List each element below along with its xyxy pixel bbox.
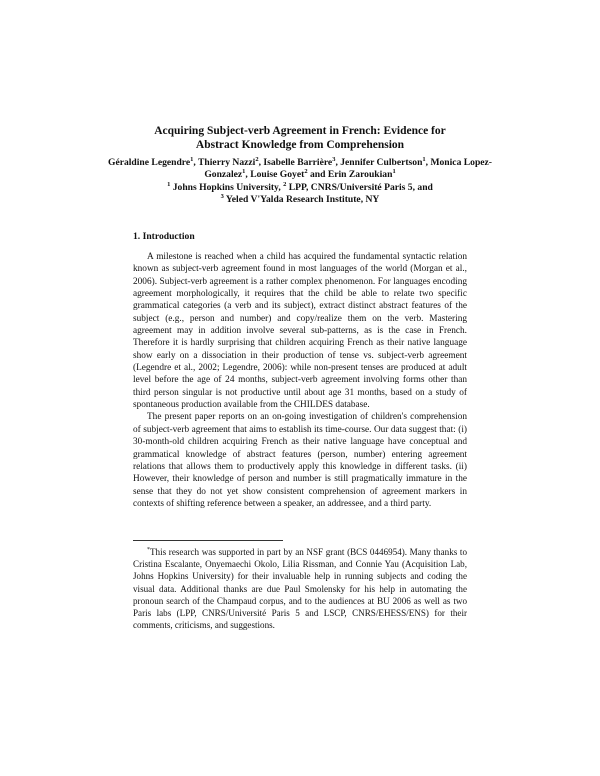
- author-name: , Louise Goyet: [245, 169, 305, 181]
- affiliation-mark: 1: [242, 168, 246, 176]
- affiliation-mark: 2: [304, 168, 308, 176]
- affiliation-mark: 1: [392, 168, 396, 176]
- author-name: , Isabelle Barrière: [258, 157, 333, 168]
- affiliation-line-1: [100, 182, 500, 194]
- title-line-1: Acquiring Subject-verb Agreement in French: Evidence for: [154, 125, 446, 137]
- author-list: [100, 157, 500, 182]
- author-name: , Thierry Nazzi: [193, 157, 256, 168]
- affiliation-text: Johns Hopkins University,: [170, 181, 284, 193]
- affiliation-mark: 3: [220, 193, 224, 201]
- footnote-rule: [133, 540, 283, 541]
- affiliation-line-2: [100, 194, 500, 206]
- affiliation-mark: 2: [283, 180, 287, 188]
- affiliation-mark: 2: [255, 155, 259, 163]
- affiliation-mark: 1: [167, 180, 171, 188]
- author-name: Géraldine Legendre: [107, 157, 191, 168]
- body-text: [133, 251, 467, 510]
- footnote-text: This research was supported in part by an NSF grant (BCS 0446954). Many thanks to Cristina Escalante, Onyemaechi Okolo, Lilia Rissman, and Connie Yau (Acquisition Lab, Johns Hopkins University) for their invaluable help in running subjects and coding the visual data. Additional thanks are due Paul Smolensky for his help in automating the pronoun search of the Champaud corpus, and to the audiences at BU 2006 as well as two Paris labs (LPP, CNRS/Université Paris 5 and LSCP, CNRS/EHESS/ENS) for their comments, criticisms, and suggestions.: [133, 547, 467, 631]
- paragraph-1: A milestone is reached when a child has acquired the fundamental syntactic relation known as subject-verb agreement found in most languages of the world (Morgan et al., 2006). Subject-verb agreement is a rather complex phenomenon. For languages encoding agreement morphologically, it requires that the child be able to relate two specific grammatical categories (a verb and its subject), extract distinct abstract features of the subject (e.g., person and number) and copy/realize them on the verb. Mastering agreement may in addition involve several sub-patterns, as is the case in French. Therefore it is hardly surprising that children acquiring French as their native language show early on a dissociation in their production of tense vs. subject-verb agreement (Legendre et al., 2002; Legendre, 2006): while non-present tenses are produced at adult level before the age of 24 months, subject-verb agreement involving forms other than third person singular is not productive until about age 31 months, based on a study of spontaneous production available from the CHILDES database.: [133, 252, 467, 411]
- paragraph-2: The present paper reports on an on-going investigation of children's comprehension of subject-verb agreement that aims to establish its time-course. Our data suggest that: (i) 30-month-old children acquiring French as their native language have conceptual and grammatical knowledge of abstract features (person, number) entering agreement relations that allows them to productively apply this knowledge in different tasks. (ii) However, their knowledge of person and number is still pragmatically immature in the sense that they do not yet show consistent comprehension of agreement markers in contexts of shifting reference between a speaker, an addressee, and a third party.: [133, 412, 467, 509]
- footnote: [133, 546, 467, 631]
- author-name: , Jennifer Culbertson: [335, 157, 423, 168]
- title-line-2: Abstract Knowledge from Comprehension: [195, 139, 405, 151]
- affiliation-mark: 1: [190, 155, 194, 163]
- affiliation-text: Yeled V'Yalda Research Institute, NY: [223, 194, 380, 206]
- affiliation-mark: 3: [332, 155, 336, 163]
- author-name: and Erin Zaroukian: [307, 169, 393, 181]
- author-name: , Monica Lopez-Gonzalez: [204, 157, 493, 181]
- paper-title: [100, 124, 500, 152]
- affiliation-text: LPP, CNRS/Université Paris 5, and: [286, 181, 433, 193]
- section-heading: 1. Introduction: [133, 231, 195, 242]
- author-block: [100, 157, 500, 207]
- footnote-paragraph: [133, 546, 467, 631]
- affiliation-mark: 1: [422, 155, 426, 163]
- footnote-mark: *: [147, 546, 150, 553]
